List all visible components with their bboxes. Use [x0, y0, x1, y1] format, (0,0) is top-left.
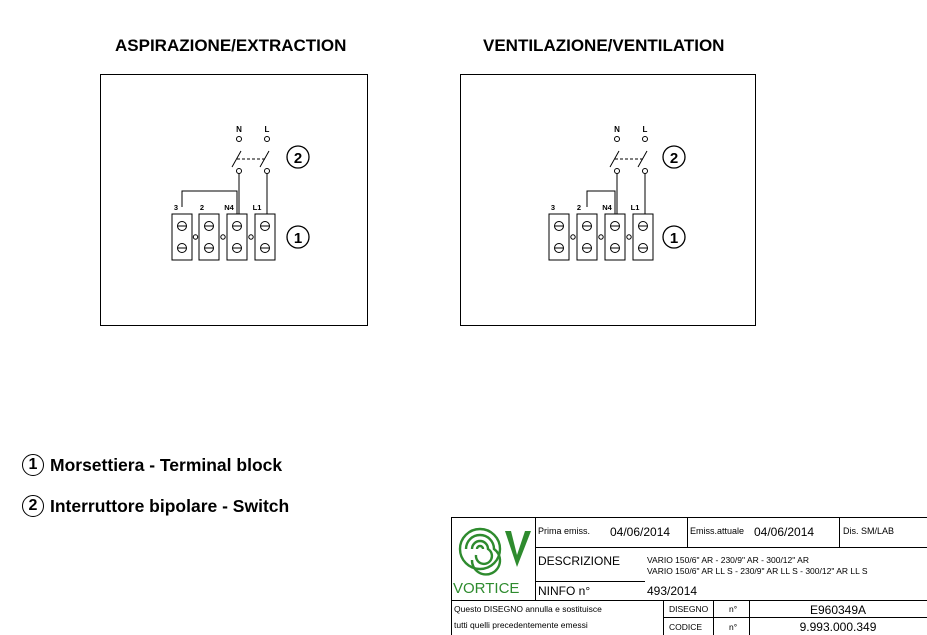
ninfo-label: NINFO n°: [538, 584, 591, 598]
legend-item-terminal-block: [22, 454, 282, 476]
first-issue-label: Prima emiss.: [538, 526, 591, 536]
terminal-block: [549, 214, 653, 260]
legend-text: Morsettiera - Terminal block: [50, 454, 283, 475]
note-line-1: Questo DISEGNO annulla e sostituisce: [454, 604, 602, 614]
brand-name: VORTICE: [453, 580, 520, 597]
code-label: CODICE: [669, 622, 703, 632]
terminal-label-l1: L1: [630, 203, 640, 212]
description-label: DESCRIZIONE: [538, 554, 621, 568]
note-line-2: tutti quelli precedentemente emessi: [454, 620, 588, 630]
terminal-label-2: 2: [576, 203, 582, 212]
current-issue-label: Emiss.attuale: [690, 526, 745, 536]
first-issue-date: 04/06/2014: [610, 525, 671, 539]
block-ref-number: 1: [669, 230, 679, 247]
current-issue-date: 04/06/2014: [754, 525, 815, 539]
code-no-label: n°: [729, 622, 738, 632]
switch-ref-number: 2: [669, 150, 679, 167]
title-block: [451, 517, 927, 635]
wiring-panel-extraction: [100, 74, 368, 326]
description-line-1: VARIO 150/6" AR - 230/9" AR - 300/12" AR: [647, 555, 809, 565]
drawing-value: E960349A: [809, 603, 867, 617]
legend-item-switch: [22, 495, 289, 517]
wiring-diagram-extraction: [101, 75, 367, 325]
wiring-diagram-ventilation: [461, 75, 755, 325]
panel-title-extraction: ASPIRAZIONE/EXTRACTION: [115, 36, 347, 55]
drawn-by: Dis. SM/LAB: [843, 526, 895, 536]
terminal-label-3: 3: [550, 203, 556, 212]
panel-title-ventilation: VENTILAZIONE/VENTILATION: [483, 36, 725, 55]
drawing-label: DISEGNO: [669, 604, 709, 614]
ninfo-value: 493/2014: [647, 584, 698, 598]
wiring-panel-ventilation: [460, 74, 756, 326]
terminal-label-2: 2: [199, 203, 205, 212]
neutral-label: N: [236, 125, 242, 134]
terminal-label-n4: N4: [602, 203, 612, 212]
line-label: L: [642, 125, 648, 134]
terminal-label-l1: L1: [252, 203, 262, 212]
drawing-no-label: n°: [729, 604, 738, 614]
terminal-label-n4: N4: [224, 203, 234, 212]
legend-number: 1: [22, 454, 44, 476]
terminal-label-3: 3: [173, 203, 179, 212]
neutral-label: N: [614, 125, 620, 134]
description-line-2: VARIO 150/6" AR LL S - 230/9" AR LL S - 300/12" AR LL S: [647, 566, 868, 576]
legend-text: Interruttore bipolare - Switch: [50, 495, 290, 516]
line-label: L: [264, 125, 270, 134]
switch-ref-number: 2: [293, 150, 303, 167]
legend-number: 2: [22, 495, 44, 517]
code-value: 9.993.000.349: [799, 620, 877, 634]
terminal-block: [172, 214, 275, 260]
block-ref-number: 1: [293, 230, 303, 247]
